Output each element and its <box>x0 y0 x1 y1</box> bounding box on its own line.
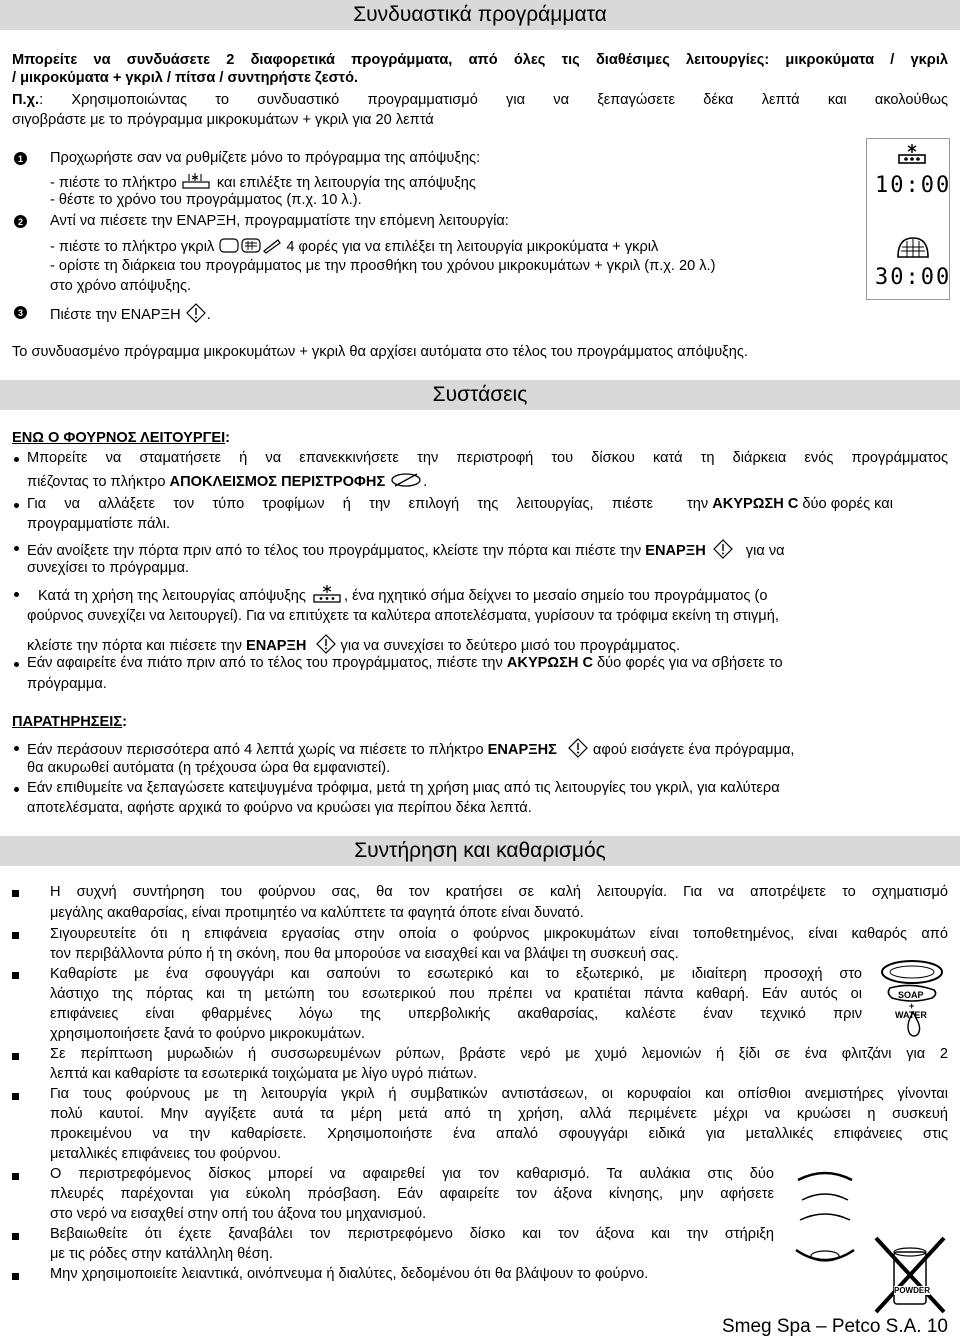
section-title-combined-programs: Συνδυαστικά προγράμματα <box>0 0 960 30</box>
tip-line: κλείστε την πόρτα και πιέσετε την ΕΝΑΡΞΗ για να συνεχίσει το δεύτερο μισό του προγράμματος. <box>27 634 680 658</box>
tip-line: Εάν ανοίξετε την πόρτα πριν από το τέλος του προγράμματος, κλείστε την πόρτα και πιέστε την ΕΝΑΡΞΗ για να <box>27 539 785 563</box>
grill-key-icon <box>218 236 282 258</box>
maintenance-line: λάστιχο της πόρτας και τη μετώπη του εσωτερικού που πρέπει να κρατιέται πάντα καθαρή. Εάν αυτός οι <box>50 986 862 1002</box>
square-bullet <box>12 1273 19 1280</box>
section-title-recommendations: Συστάσεις <box>0 380 960 410</box>
tip-line: Κατά τη χρήση της λειτουργίας απόψυξης , ένα ηχητικό σήμα δείχνει το μεσαίο σημείο του προγράμματος (ο <box>38 584 767 608</box>
step2-title: Αντί να πιέσετε την ΕΝΑΡΞΗ, προγραμματίστε την επόμενη λειτουργία: <box>50 213 509 229</box>
maintenance-line: μεγάλης ακαθαρσίας, είναι προτιμητέο να καλύπτετε τα φαγητά όποτε είναι δυνατό. <box>50 905 584 921</box>
tip-line: πρόγραμμα. <box>27 676 107 692</box>
note-line: Εάν επιθυμείτε να ξεπαγώσετε κατεψυγμένα τρόφιμα, μετά τη χρήση μιας από τις λειτουργίες του γκριλ, για καλύτερα <box>27 780 780 796</box>
no-abrasive-illustration: POWDER <box>872 1232 948 1316</box>
defrost-icon <box>312 584 342 608</box>
step-number-3: 3 <box>14 306 27 319</box>
heading-notes: ΠΑΡΑΤΗΡΗΣΕΙΣ: <box>12 714 127 730</box>
maintenance-line: επιφάνειες είναι φθαρμένες λόγω της υπερβολικής ακαθαρσίας, καλέστε έναν τεχνικό πριν <box>50 1006 862 1022</box>
timer-display-2: 30:00 <box>875 265 952 290</box>
footer-page-info: Smeg Spa – Petco S.A. 10 <box>721 1316 948 1337</box>
maintenance-line: πολύ καυτοί. Μην αγγίξετε αυτά τα μέρη μετά από τη χρήση, αλλά περιμένετε μέχρι να κρυώσει η συσκευή <box>50 1106 948 1122</box>
section-title-maintenance: Συντήρηση και καθαρισμός <box>0 836 960 866</box>
start-icon <box>712 539 734 563</box>
maintenance-line: Η συχνή συντήρηση του φούρνου σας, θα τον κρατήσει σε καλή λειτουργία. Για να αποτρέψετε το σχηματισμό <box>50 884 948 900</box>
tip-line: συνεχίσει το πρόγραμμα. <box>27 560 190 576</box>
intro-line: / μικροκύματα + γκριλ / πίτσα / συντηρήστε ζεστό. <box>12 70 359 86</box>
defrost-icon <box>897 143 927 169</box>
step1-instruction: - θέστε το χρόνο του προγράμματος (π.χ. 10 λ.). <box>50 192 362 208</box>
note-line: θα ακυρωθεί αυτόματα (η τρέχουσα ώρα θα εμφανιστεί). <box>27 760 391 776</box>
bullet <box>14 746 19 751</box>
maintenance-line: μεταλλικές επιφάνειες του φούρνου. <box>50 1146 282 1162</box>
intro-line: Μπορείτε να συνδυάσετε 2 διαφορετικά προγράμματα, από όλες τις διαθέσιμες λειτουργίες: μικροκύματα / γκριλ <box>12 52 948 68</box>
maintenance-line: χρησιμοποιήσετε ξανά το φούρνο μικροκυμάτων. <box>50 1026 366 1042</box>
tip-line: προγραμματίστε πάλι. <box>27 516 171 532</box>
display-panel <box>866 138 950 300</box>
bullet <box>14 503 19 508</box>
step2-instruction: - ορίστε τη διάρκεια του προγράμματος με την προσθήκη του χρόνου μικροκυμάτων + γκριλ (π.χ. 20 λ.) <box>50 258 716 274</box>
maintenance-line: προκειμένου να την καθαρίσετε. Χρησιμοποιήστε ένα απαλό σφουγγάρι ειδικά για μεταλλικές επιφάνειες στις <box>50 1126 948 1142</box>
maintenance-line: λεπτά και καθαρίστε τα εσωτερικά τοιχώματα με λίγο υγρό πιάτων. <box>50 1066 478 1082</box>
square-bullet <box>12 972 19 979</box>
step2-instruction: - πιέστε το πλήκτρο γκριλ 4 φορές για να επιλέξει τη λειτουργία μικροκύματα + γκριλ <box>50 236 658 258</box>
square-bullet <box>12 1093 19 1100</box>
turntable-lock-icon <box>389 472 423 492</box>
step-number-2: 2 <box>14 215 27 228</box>
bullet <box>14 457 19 462</box>
no-powder-icon <box>872 1232 948 1316</box>
tip-line: Εάν αφαιρείτε ένα πιάτο πριν από το τέλος του προγράμματος, πιέστε την ΑΚΥΡΩΣΗ C δύο φορές για να σβήσετε το <box>27 655 783 671</box>
start-icon <box>567 738 589 762</box>
step-number-1: 1 <box>14 152 27 165</box>
maintenance-line: Μην χρησιμοποιείτε λειαντικά, οινόπνευμα ή διαλύτες, δεδομένου ότι θα βλάψουν το φούρνο. <box>50 1266 649 1282</box>
step2-instruction: στο χρόνο απόψυξης. <box>50 278 192 294</box>
turntable-illustration <box>790 1160 860 1280</box>
bullet <box>14 592 19 597</box>
maintenance-line: Σε περίπτωση μυρωδιών ή συσσωρευμένων ρύπων, βράστε νερό με χυμό λεμονιών ή ξίδι σε ένα φλιτζάνι για 2 <box>50 1046 948 1062</box>
maintenance-line: με τις ρόδες στην κατάλληλη θέση. <box>50 1246 273 1262</box>
tip-line: πιέζοντας το πλήκτρο ΑΠΟΚΛΕΙΣΜΟΣ ΠΕΡΙΣΤΡΟΦΗΣ . <box>27 472 427 492</box>
bullet <box>14 662 19 667</box>
defrost-key-icon <box>181 172 213 194</box>
step1-instruction: - πιέστε το πλήκτρο και επιλέξτε τη λειτουργία της απόψυξης <box>50 172 476 194</box>
tip-line: Για να αλλάξετε τον τύπο τροφίμων ή την επιλογή της λειτουργίας, πιέστε την ΑΚΥΡΩΣΗ C δύο φορές και <box>27 496 893 512</box>
step3-instruction: Πιέστε την ΕΝΑΡΞΗ . <box>50 303 211 327</box>
bullet <box>14 546 19 551</box>
heading-while-operating: ΕΝΩ Ο ΦΟΥΡΝΟΣ ΛΕΙΤΟΥΡΓΕΙ: <box>12 430 231 446</box>
tip-line: φούρνος συνεχίζει να λειτουργεί). Για να επιτύχετε τα καλύτερα αποτελέσματα, γυρίσουν τα τρόφιμα εκείνη τη στιγμή, <box>27 608 779 624</box>
conclusion-text: Το συνδυασμένο πρόγραμμα μικροκυμάτων + γκριλ θα αρχίσει αυτόματα στο τέλος του προγράμματος απόψυξης. <box>12 344 748 360</box>
turntable-icon <box>790 1160 860 1280</box>
example-prefix: Π.χ. <box>12 92 40 108</box>
example-line <box>12 92 948 108</box>
soap-water-illustration: SOAP + WATER <box>876 958 948 1040</box>
timer-display-1: 10:00 <box>875 173 952 198</box>
square-bullet <box>12 1053 19 1060</box>
square-bullet <box>12 932 19 939</box>
example-text: : Χρησιμοποιώντας το συνδυαστικό προγραμματισμό για να ξεπαγώσετε δέκα λεπτά και ακολούθως <box>39 92 948 108</box>
start-icon <box>185 303 207 327</box>
maintenance-line: Ο περιστρεφόμενος δίσκος μπορεί να αφαιρεθεί για τον καθαρισμό. Τα αυλάκια στις δύο <box>50 1166 774 1182</box>
maintenance-line: Για τους φούρνους με τη λειτουργία γκριλ ή συμβατικών αντιστάσεων, οι κορυφαίοι και οπίσθιοι ανεμιστήρες γίνονται <box>50 1086 948 1102</box>
tip-line: Μπορείτε να σταματήσετε ή να επανεκκινήσετε την περιστροφή του δίσκου κατά τη διάρκεια ενός προγράμματος <box>27 450 948 466</box>
example-line: σιγοβράστε με το πρόγραμμα μικροκυμάτων + γκριλ για 20 λεπτά <box>12 112 434 128</box>
maintenance-line: στο νερό να εισαχθεί στην οπή του άξονα του μηχανισμού. <box>50 1206 427 1222</box>
maintenance-line: τον περιβάλλοντα ρύπο ή τη σκόνη, που θα μπορούσε να εισαχθεί και να βλάψει τη συσκευή σας. <box>50 946 679 962</box>
maintenance-line: πλευρές παρέχονται για εύκολη πρόσβαση. Εάν αφαιρείτε τον άξονα κίνησης, μην αφήσετε <box>50 1186 774 1202</box>
square-bullet <box>12 1233 19 1240</box>
microwave-grill-icon <box>894 235 932 265</box>
square-bullet <box>12 890 19 897</box>
note-line: Εάν περάσουν περισσότερα από 4 λεπτά χωρίς να πιέσετε το πλήκτρο ΕΝΑΡΞΗΣ αφού εισάγετε ένα πρόγραμμα, <box>27 738 794 762</box>
maintenance-line: Καθαρίστε με ένα σφουγγάρι και σαπούνι το εσωτερικό και το εξωτερικό, με ιδιαίτερη προσοχή στο <box>50 966 862 982</box>
note-line: αποτελέσματα, αφήστε αρχικά το φούρνο να κρυώσει για περίπου δέκα λεπτά. <box>27 800 532 816</box>
square-bullet <box>12 1173 19 1180</box>
maintenance-line: Βεβαιωθείτε ότι έχετε ξαναβάλει τον περιστρεφόμενο δίσκο και τον άξονα και την στήριξη <box>50 1226 774 1242</box>
bullet <box>14 787 19 792</box>
step1-title: Προχωρήστε σαν να ρυθμίζετε μόνο το πρόγραμμα της απόψυξης: <box>50 150 481 166</box>
maintenance-line: Σιγουρευτείτε ότι η επιφάνεια εργασίας στην οποία ο φούρνος μικροκυμάτων είναι τοποθετημένος, είναι καθαρός από <box>50 926 948 942</box>
